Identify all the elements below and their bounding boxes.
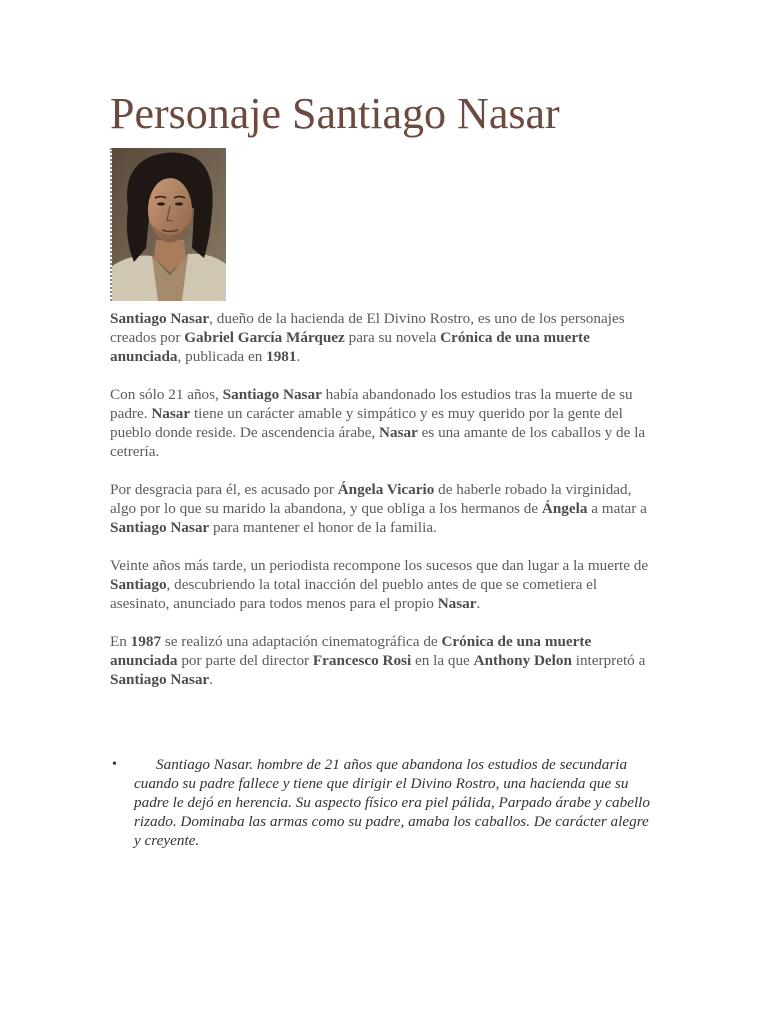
- bold-text: Ángela: [541, 500, 588, 517]
- paragraph: [110, 480, 655, 537]
- text-run: había abandonado los estudios tras la muerte de su padre.: [110, 386, 633, 422]
- paragraph: [110, 556, 655, 613]
- text-run: por parte del director: [177, 652, 313, 669]
- bold-text: Santiago Nasar: [110, 519, 210, 536]
- bold-text: Santiago Nasar: [110, 671, 210, 688]
- text-run: tiene un carácter amable y simpático y es muy querido por la gente del pueblo donde reside. De ascendencia árabe,: [110, 405, 623, 441]
- text-run: , dueño de la hacienda de El Divino Rostro, es uno de los personajes creados por: [110, 310, 625, 346]
- text-run: .: [209, 671, 213, 688]
- text-run: En: [110, 633, 131, 650]
- paragraph: [110, 632, 655, 689]
- bold-text: Santiago Nasar: [110, 310, 210, 327]
- text-run: .: [296, 348, 301, 365]
- bold-text: Crónica de una muerte anunciada: [110, 329, 590, 365]
- text-run: de haberle robado la virginidad, algo por lo que su marido la abandona, y que obliga a los hermanos de: [110, 481, 632, 517]
- text-run: a matar a: [587, 500, 647, 517]
- text-run: , descubriendo la total inacción del pueblo antes de que se cometiera el asesinato, anunciado para todos menos para el propio: [110, 576, 598, 612]
- text-run: para su novela: [344, 329, 441, 346]
- text-run: Veinte años más tarde, un periodista recompone los sucesos que dan lugar a la muerte de: [110, 557, 649, 574]
- text-run: interpretó a: [571, 652, 646, 669]
- text-run: para mantener el honor de la familia.: [209, 519, 437, 536]
- santiago-nasar-portrait: [110, 148, 226, 301]
- bold-text: Gabriel García Márquez: [184, 329, 345, 346]
- text-run: en la que: [411, 652, 474, 669]
- bold-text: 1987: [130, 633, 162, 650]
- text-run: Con sólo 21 años,: [110, 386, 223, 403]
- bold-text: Francesco Rosi: [312, 652, 412, 669]
- text-run: .: [476, 595, 481, 612]
- text-run: es una amante de los caballos y de la cetrería.: [110, 424, 646, 460]
- bold-text: Crónica de una muerte anunciada: [110, 633, 592, 669]
- body-text: [110, 309, 655, 708]
- bullet-item-text: Santiago Nasar. hombre de 21 años que abandona los estudios de secundaria cuando su padre fallece y tiene que dirigir el Divino Rostro, una hacienda que su padre le dejó en herencia. Su aspecto físico era piel pálida, Parpado árabe y cabello rizado. Dominaba las armas como su padre, amaba los caballos. De carácter alegre y creyente.: [134, 756, 650, 849]
- text-run: se realizó una adaptación cinematográfica de: [161, 633, 442, 650]
- bold-text: Ángela Vicario: [337, 481, 435, 498]
- bullet-marker: •: [112, 757, 117, 772]
- bold-text: Nasar: [437, 595, 477, 612]
- bold-text: 1981: [266, 348, 297, 365]
- bold-text: Santiago: [110, 576, 167, 593]
- bullet-list: [110, 755, 655, 850]
- bold-text: Nasar: [151, 405, 191, 422]
- paragraph: [110, 309, 655, 366]
- bold-text: Nasar: [379, 424, 418, 441]
- paragraph: [110, 385, 655, 461]
- page-title: Personaje Santiago Nasar: [110, 89, 560, 138]
- text-run: Por desgracia para él, es acusado por: [110, 481, 338, 498]
- bold-text: Santiago Nasar: [222, 386, 322, 403]
- bold-text: Anthony Delon: [473, 652, 572, 669]
- text-run: , publicada en: [177, 348, 267, 365]
